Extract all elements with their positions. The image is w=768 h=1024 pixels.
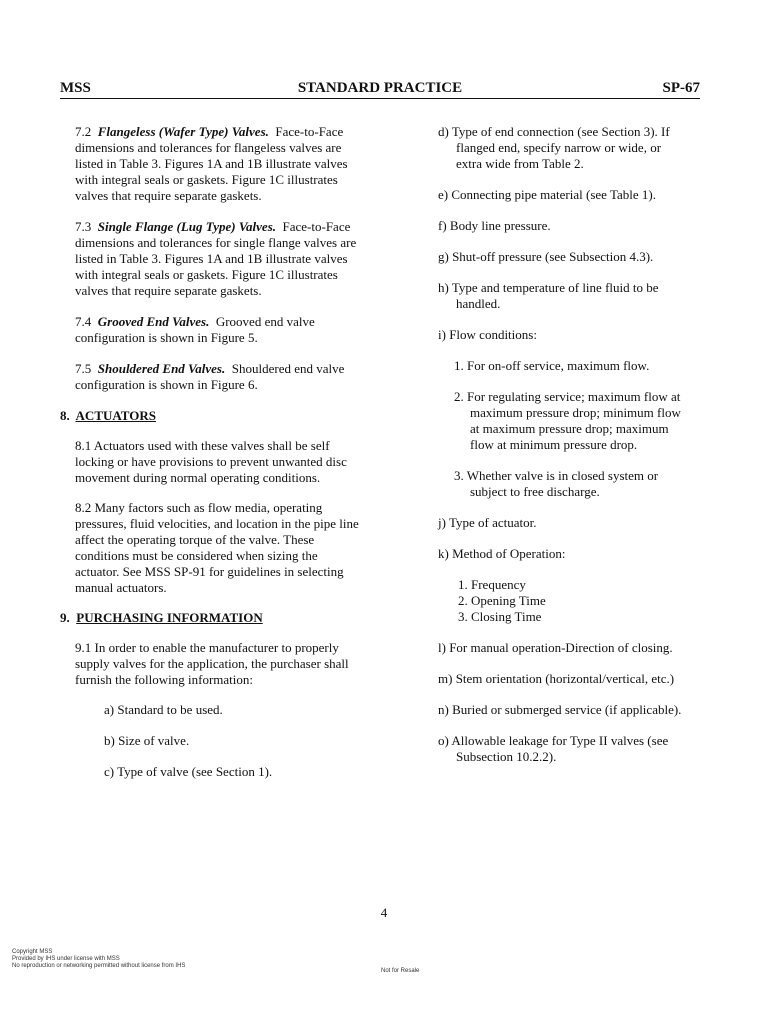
list-item-l: l) For manual operation-Direction of closing.: [438, 640, 673, 655]
list-item: b) Size of valve.: [104, 733, 190, 748]
heading-number: 8.: [60, 408, 70, 423]
section-title: Shouldered End Valves.: [97, 361, 226, 376]
section-title: Grooved End Valves.: [97, 314, 210, 329]
page-header: [60, 78, 700, 99]
list-item-d: d) Type of end connection (see Section 3). If flanged end, specify narrow or wide, or extra wide from Table 2.: [438, 124, 670, 171]
list-item-o: o) Allowable leakage for Type II valves (see Subsection 10.2.2).: [438, 733, 669, 764]
header-org: MSS: [60, 80, 91, 96]
sub-item: 1. For on-off service, maximum flow.: [454, 358, 650, 373]
list-item: c) Type of valve (see Section 1).: [104, 764, 273, 779]
sub-item: 2. Opening Time: [458, 593, 546, 608]
sub-item: 3. Closing Time: [458, 609, 542, 624]
section-number: 7.2: [75, 124, 92, 139]
right-column: [438, 124, 688, 780]
list-item: a) Standard to be used.: [104, 702, 223, 717]
header-doc-id: SP-67: [662, 80, 700, 96]
section-text: Face-to-Face dimensions and tolerances for single flange valves are listed in Table 3. Figures 1A and 1B illustrate valves with integral seals or gaskets. Figure 1C illustrates valves that require separate gaskets.: [75, 219, 357, 298]
sub-item: 1. Frequency: [458, 577, 526, 592]
footer-line: Copyright MSS: [12, 949, 53, 955]
section-text: Grooved end valve configuration is shown in Figure 5.: [75, 314, 315, 345]
section-text: Face-to-Face dimensions and tolerances for flangeless valves are listed in Table 3. Figures 1A and 1B illustrate valves with integral seals or gaskets. Figure 1C illustrates valves that require separate gaskets.: [75, 124, 348, 203]
section-number: 7.3: [75, 219, 92, 234]
left-column: [60, 124, 360, 795]
footer-line: No reproduction or networking permitted without license from IHS: [12, 963, 186, 969]
sub-item: 2. For regulating service; maximum flow at maximum pressure drop; minimum flow at maximum pressure drop; maximum flow at minimum pressure drop.: [454, 389, 681, 452]
list-item-f: f) Body line pressure.: [438, 218, 551, 233]
section-text: Shouldered end valve configuration is shown in Figure 6.: [75, 361, 345, 392]
header-title: STANDARD PRACTICE: [297, 80, 463, 96]
heading-number: 9.: [60, 610, 70, 625]
list-item-j: j) Type of actuator.: [438, 515, 537, 530]
heading-title: PURCHASING INFORMATION: [76, 610, 263, 625]
section-title: Single Flange (Lug Type) Valves.: [97, 219, 277, 234]
paragraph-8-1: 8.1 Actuators used with these valves shall be self locking or have provisions to prevent unwanted disc movement during normal operating conditions.: [75, 438, 347, 485]
paragraph-8-2: 8.2 Many factors such as flow media, operating pressures, fluid velocities, and location in the pipe line affect the operating torque of the valve. These conditions must be considered when sizing the actuator. See MSS SP-91 for guidelines in selecting manual actuators.: [75, 500, 359, 595]
list-item-k: k) Method of Operation:: [438, 546, 566, 561]
list-item-i: i) Flow conditions:: [438, 327, 537, 342]
section-7-3: [75, 219, 360, 299]
section-7-5: [75, 361, 360, 393]
section-7-4: [75, 314, 360, 346]
not-for-resale-note: Not for Resale: [381, 968, 420, 974]
list-item-e: e) Connecting pipe material (see Table 1).: [438, 187, 656, 202]
list-item-n: n) Buried or submerged service (if applicable).: [438, 702, 682, 717]
section-title: Flangeless (Wafer Type) Valves.: [97, 124, 269, 139]
list-item-m: m) Stem orientation (horizontal/vertical, etc.): [438, 671, 675, 686]
footer-line: Provided by IHS under license with MSS: [12, 956, 120, 962]
heading-actuators: [60, 408, 360, 424]
list-item-h: h) Type and temperature of line fluid to be handled.: [438, 280, 659, 311]
heading-purchasing-information: [60, 610, 360, 626]
sub-item: 3. Whether valve is in closed system or subject to free discharge.: [454, 468, 659, 499]
paragraph-9-1: 9.1 In order to enable the manufacturer to properly supply valves for the application, the purchaser shall furnish the following information:: [75, 640, 349, 687]
section-number: 7.5: [75, 361, 92, 376]
copyright-footer: [12, 949, 185, 970]
list-item-g: g) Shut-off pressure (see Subsection 4.3).: [438, 249, 654, 264]
section-number: 7.4: [75, 314, 92, 329]
section-7-2: [75, 124, 360, 204]
page-number: 4: [380, 905, 388, 920]
heading-title: ACTUATORS: [75, 408, 156, 423]
